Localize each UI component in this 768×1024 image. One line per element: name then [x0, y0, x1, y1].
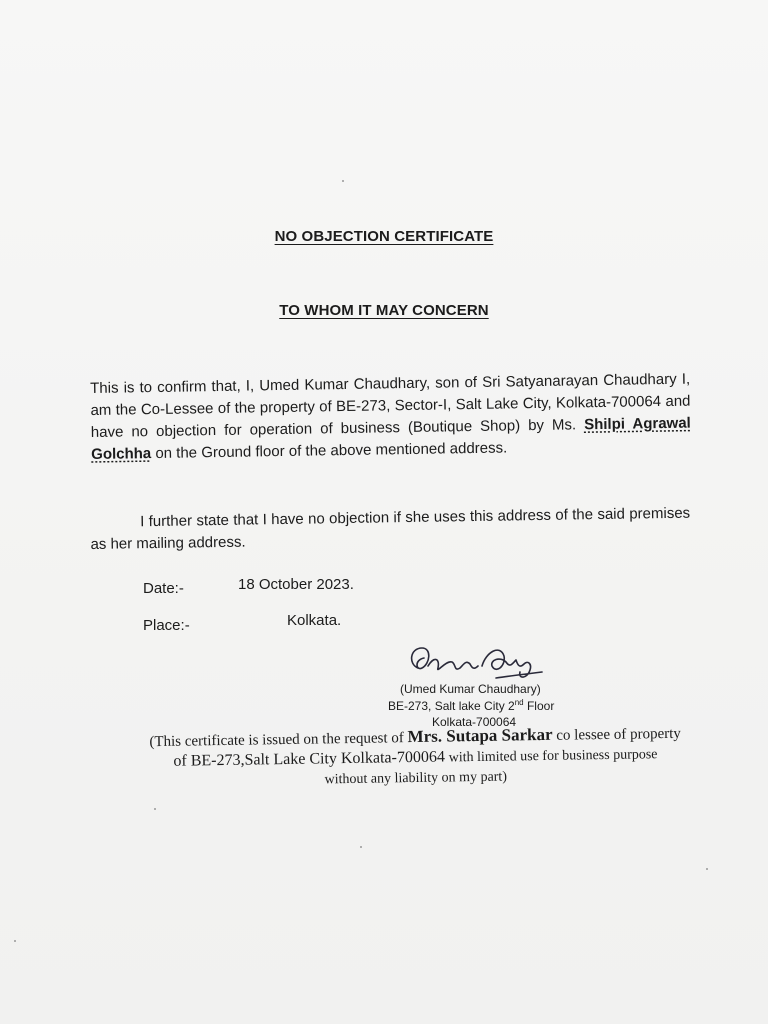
speck	[360, 846, 362, 848]
signatory-name: (Umed Kumar Chaudhary)	[400, 682, 541, 696]
certificate-subtitle: TO WHOM IT MAY CONCERN	[279, 302, 489, 319]
speck	[342, 180, 344, 182]
signatory-address-line-1: BE-273, Salt lake City 2nd Floor	[388, 698, 555, 713]
certificate-note	[95, 722, 736, 794]
business-owner-name: Shilpi Agrawal Golchha	[91, 414, 691, 463]
note-part-3: of BE-273,Salt Lake City Kolkata-700064	[173, 748, 446, 770]
speck	[706, 868, 708, 870]
certificate-title: NO OBJECTION CERTIFICATE	[274, 228, 494, 245]
note-part-1: (This certificate is issued on the request of	[149, 730, 404, 751]
speck	[14, 940, 16, 942]
date-label: Date:-	[143, 580, 184, 597]
date-value: 18 October 2023.	[238, 576, 354, 593]
note-requester-name: Mrs. Sutapa Sarkar	[407, 724, 553, 747]
paragraph-1-text-end: on the Ground floor of the above mentioned address.	[155, 439, 508, 462]
place-value: Kolkata.	[287, 612, 342, 629]
place-label: Place:-	[143, 617, 190, 634]
body-paragraph-2: I further state that I have no objection if she uses this address of the said premises as her mailing address.	[90, 504, 691, 553]
paragraph-1-text: This is to confirm that, I, Umed Kumar Chaudhary, son of Sri Satyanarayan Chaudhary I, am the Co-Lessee of the property of BE-273, Sector-I, Salt Lake City, Kolkata-700064 and have no objection for operation of business (Boutique Shop) by Ms.	[90, 370, 691, 441]
note-part-2: co lessee of property	[556, 725, 681, 744]
signatory-address-line-2: Kolkata-700064	[432, 715, 517, 729]
body-paragraph-1	[90, 369, 691, 466]
note-part-5: without any liability on my part)	[324, 769, 508, 788]
speck	[154, 808, 156, 810]
note-part-4: with limited use for business purpose	[448, 747, 658, 766]
